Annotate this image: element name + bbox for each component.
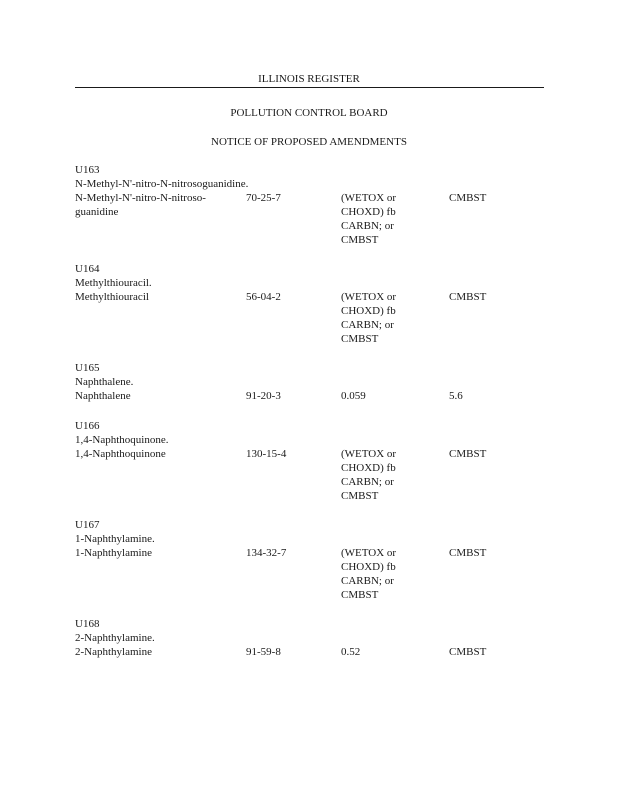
wastewater-line: CMBST — [341, 490, 379, 502]
wastewater-line: CARBN; or — [341, 575, 394, 587]
entry-code: U164 — [75, 263, 100, 275]
wastewater-line: (WETOX or — [341, 291, 397, 303]
entry-group-name: Naphthalene. — [75, 376, 134, 388]
entry-code: U163 — [75, 164, 100, 176]
entry-name — [75, 191, 243, 219]
wastewater-line: CHOXD) fb — [341, 305, 396, 317]
wastewater-line: (WETOX or — [341, 192, 397, 204]
entry-wastewater-standard — [341, 290, 421, 346]
wastewater-line: (WETOX or — [341, 547, 397, 559]
wastewater-line: 0.52 — [341, 646, 361, 658]
entry-u168 — [75, 617, 555, 658]
entry-name — [75, 645, 243, 659]
entry-u163 — [75, 163, 555, 246]
entry-name — [75, 290, 243, 304]
wastewater-line: CARBN; or — [341, 220, 394, 232]
wastewater-line: CMBST — [341, 589, 379, 601]
entry-group-name: 2-Naphthylamine. — [75, 632, 155, 644]
entry-group-name: N-Methyl-N'-nitro-N-nitrosoguanidine. — [75, 178, 249, 190]
entry-u166 — [75, 419, 555, 502]
board-title: POLLUTION CONTROL BOARD — [230, 107, 388, 119]
entry-nonwastewater-standard: 5.6 — [449, 390, 463, 402]
entry-code: U167 — [75, 519, 100, 531]
wastewater-line: CHOXD) fb — [341, 561, 396, 573]
entry-cas-number: 91-20-3 — [246, 390, 281, 402]
entry-code: U168 — [75, 618, 100, 630]
entry-wastewater-standard — [341, 191, 421, 247]
entry-wastewater-standard — [341, 546, 421, 602]
entry-code: U165 — [75, 362, 100, 374]
entry-u165 — [75, 361, 555, 402]
header-rule — [75, 87, 544, 88]
wastewater-line: (WETOX or — [341, 448, 397, 460]
wastewater-line: CARBN; or — [341, 319, 394, 331]
entry-group-name: Methylthiouracil. — [75, 277, 152, 289]
entry-name-line: 1,4-Naphthoquinone — [75, 448, 166, 460]
entry-name-line: 1-Naphthylamine — [75, 547, 152, 559]
entry-wastewater-standard — [341, 389, 421, 403]
entry-code: U166 — [75, 420, 100, 432]
notice-title: NOTICE OF PROPOSED AMENDMENTS — [211, 136, 407, 148]
entry-group-name: 1,4-Naphthoquinone. — [75, 434, 169, 446]
entry-wastewater-standard — [341, 645, 421, 659]
entry-u167 — [75, 518, 555, 601]
entry-cas-number: 91-59-8 — [246, 646, 281, 658]
entry-group-name: 1-Naphthylamine. — [75, 533, 155, 545]
entry-name — [75, 447, 243, 461]
entry-wastewater-standard — [341, 447, 421, 503]
entry-u164 — [75, 262, 555, 345]
entry-nonwastewater-standard: CMBST — [449, 646, 487, 658]
wastewater-line: CMBST — [341, 333, 379, 345]
entry-name — [75, 389, 243, 403]
entry-name — [75, 546, 243, 560]
entry-nonwastewater-standard: CMBST — [449, 291, 487, 303]
entry-name-line: guanidine — [75, 206, 119, 218]
wastewater-line: 0.059 — [341, 390, 366, 402]
entry-nonwastewater-standard: CMBST — [449, 547, 487, 559]
wastewater-line: CMBST — [341, 234, 379, 246]
entry-cas-number: 130-15-4 — [246, 448, 287, 460]
entry-nonwastewater-standard: CMBST — [449, 192, 487, 204]
register-title: ILLINOIS REGISTER — [258, 73, 360, 85]
entry-nonwastewater-standard: CMBST — [449, 448, 487, 460]
entry-cas-number: 70-25-7 — [246, 192, 281, 204]
entry-cas-number: 134-32-7 — [246, 547, 287, 559]
wastewater-line: CARBN; or — [341, 476, 394, 488]
entry-cas-number: 56-04-2 — [246, 291, 281, 303]
entry-name-line: N-Methyl-N'-nitro-N-nitroso- — [75, 192, 206, 204]
wastewater-line: CHOXD) fb — [341, 206, 396, 218]
entry-name-line: 2-Naphthylamine — [75, 646, 152, 658]
wastewater-line: CHOXD) fb — [341, 462, 396, 474]
entry-name-line: Naphthalene — [75, 390, 131, 402]
entry-name-line: Methylthiouracil — [75, 291, 149, 303]
